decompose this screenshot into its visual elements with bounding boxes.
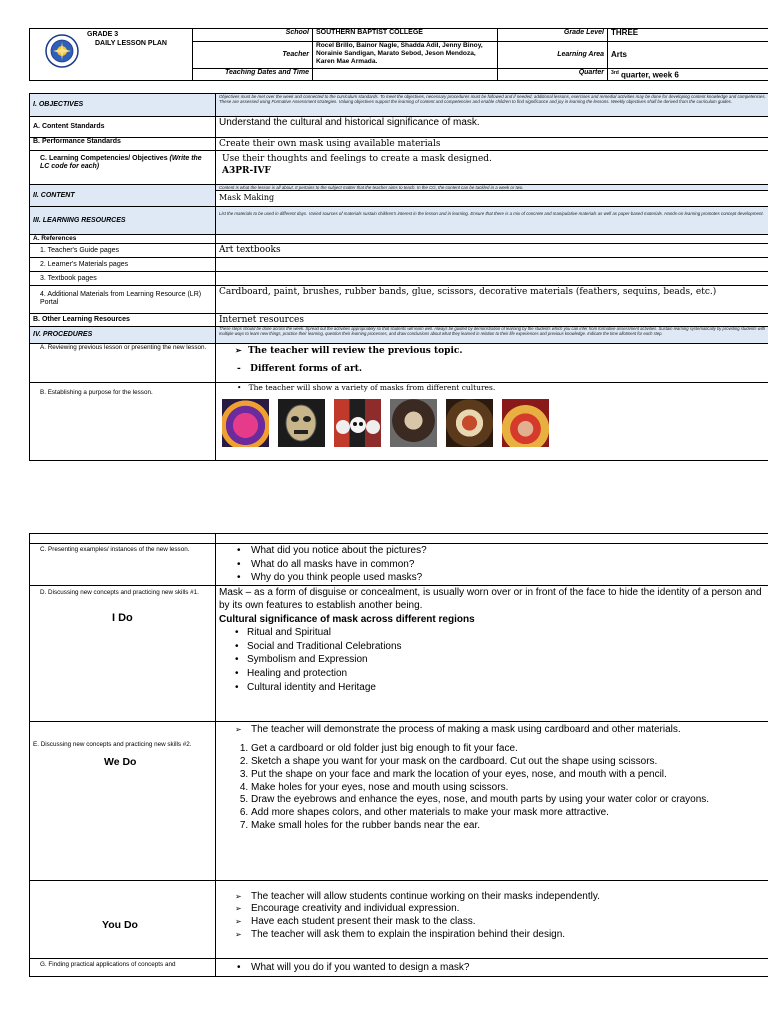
quarter-value (608, 69, 768, 81)
objectives-note: Objectives must be met over the week and connected to the curriculum standards. To meet the objectives, necessary procedures must be followed and if needed, additional lessons, exercises and remedial activities may be done for developing content knowledge and competencies. These are assessed using Formative Assessment strategies. Valuing objectives support the learning of content and competencies and enable children to find significance and joy in learning the lessons. Weekly objectives shall be derived from the curriculum guides. (216, 94, 768, 117)
proc-a-item-2 (219, 363, 766, 375)
header-logo-cell (30, 29, 193, 81)
tg-value: Art textbooks (216, 244, 768, 258)
quarter-sup: 3rd (611, 70, 619, 76)
objectives-label: I. OBJECTIVES (30, 94, 216, 117)
plan-title: DAILY LESSON PLAN (95, 40, 167, 47)
lr-label: 4. Additional Materials from Learning Resource (LR) Portal (30, 286, 216, 314)
proc-e-value (216, 721, 768, 880)
proc-d-label-cell (30, 585, 216, 721)
page-2 (29, 533, 768, 977)
mask-steps-list (219, 743, 766, 833)
list-item: 5. Draw the eyebrows and enhance the eyes, nose, and mouth parts by using your water color or crayons. (251, 794, 766, 807)
competencies-value (216, 151, 768, 185)
list-item: ➢ The teacher will allow students continue working on their masks independently. (233, 891, 766, 904)
procedures-label: IV. PROCEDURES (30, 327, 216, 344)
list-item: • Healing and protection (219, 667, 766, 681)
content-std-label: A. Content Standards (30, 117, 216, 138)
mask-image-balinese (446, 399, 493, 447)
references-value (216, 235, 768, 244)
tg-label: 1. Teacher's Guide pages (30, 244, 216, 258)
mask-image-tribal-drawing (278, 399, 325, 447)
i-do-tag: I Do (112, 611, 133, 624)
content-std-value: Understand the cultural and historical significance of mask. (216, 117, 768, 138)
lesson-table-continued (29, 533, 768, 977)
mask-image-skulls-drawing (334, 399, 381, 447)
proc-b-label: B. Establishing a purpose for the lesson. (30, 383, 216, 461)
mask-gallery (222, 399, 766, 447)
proc-c-label: C. Presenting examples/ instances of the new lesson. (30, 544, 216, 586)
dates-value (313, 69, 498, 81)
competencies-label-hint: (Write the LC code for each) (40, 155, 202, 170)
competency-text: Use their thoughts and feelings to create a mask designed. (222, 154, 492, 164)
perf-std-value: Create their own mask using available materials (216, 138, 768, 151)
list-item: 2. Sketch a shape you want for your mask on the cardboard. Cut out the shape using scissors. (251, 756, 766, 769)
page-1 (29, 28, 768, 461)
list-item: 7. Make small holes for the rubber bands near the ear. (251, 820, 766, 833)
references-label: A. References (30, 235, 216, 244)
mask-image-tribal (278, 399, 325, 447)
teacher-value: Rocel Brillo, Bainor Nagle, Shadda Adil, Jenny Binoy, Norainie Sandigan, Marato Sebod, Jeson Mendoza, Karen Mae Armada. (313, 42, 498, 69)
content-note-cell (216, 185, 768, 207)
proc-a-item-1-text: The teacher will review the previous topic. (247, 346, 463, 356)
proc-e-intro-list (219, 724, 766, 737)
dash-bullet: - (237, 364, 241, 374)
proc-g-value (216, 958, 768, 976)
blank-cell-right (216, 534, 768, 544)
competencies-label-text: C. Learning Competencies/ Objectives (40, 155, 168, 162)
you-do-tag: You Do (102, 918, 138, 931)
learning-area-label: Learning Area (498, 42, 608, 69)
cultural-heading: Cultural significance of mask across different regions (219, 613, 475, 625)
list-item: ➢ The teacher will demonstrate the process of making a mask using cardboard and other materials. (233, 724, 766, 737)
mask-image-masquerade (390, 399, 437, 447)
other-resources-value: Internet resources (216, 314, 768, 327)
lm-value (216, 258, 768, 272)
lr-value: Cardboard, paint, brushes, rubber bands, glue, scissors, decorative materials (feathers, sequins, beads, etc.) (216, 286, 768, 314)
resources-note: List the materials to be used in different days. Varied sources of materials sustain children's interest in the lesson and in learning. Ensure that there is a mix of concrete and manipulative materials as well as paper-based materials. Hands-on learning promotes concept development. (216, 207, 768, 235)
arrow-bullet-icon: ➢ (235, 345, 242, 355)
perf-std-label: B. Performance Standards (30, 138, 216, 151)
proc-d-value (216, 585, 768, 721)
grade-title: GRADE 3 (87, 31, 119, 38)
learning-area-value: Arts (608, 42, 768, 69)
list-item: 6. Add more shapes colors, and other materials to make your mask more attractive. (251, 807, 766, 820)
list-item: • What do all masks have in common? (219, 558, 766, 572)
list-item: 4. Make holes for your eyes, nose and mouth using scissors. (251, 782, 766, 795)
list-item: ➢ Have each student present their mask to the class. (233, 916, 766, 929)
lesson-table (29, 93, 768, 461)
proc-b-item: • The teacher will show a variety of masks from different cultures. (237, 383, 496, 392)
other-resources-label: B. Other Learning Resources (30, 314, 216, 327)
proc-b-item-text: The teacher will show a variety of masks from different cultures. (248, 383, 496, 392)
proc-b-value (216, 383, 768, 461)
proc-f-value (216, 880, 768, 958)
list-item: • Social and Traditional Celebrations (219, 640, 766, 654)
school-label: School (193, 29, 313, 42)
grade-level-label: Grade Level (498, 29, 608, 42)
proc-e-label-cell (30, 721, 216, 880)
procedures-note: These steps should be done across the week. Spread out the activities appropriately so that students will learn well. Always be guided by demonstration of learning by the students which you can infer from formative assessment activities. Sustain learning systematically by providing students with multiple ways to learn new things, practice their learning, question their learning processes, and draw conclusions about what they learned in relation to their life experiences and previous knowledge. Indicate the time allotment for each step. (216, 327, 768, 344)
list-item: • Ritual and Spiritual (219, 626, 766, 640)
proc-g-list (219, 961, 766, 974)
lm-label: 2. Learner's Materials pages (30, 258, 216, 272)
list-item: • Symbolism and Expression (219, 653, 766, 667)
content-label: II. CONTENT (30, 185, 216, 207)
quarter-label: Quarter (498, 69, 608, 81)
mask-image-headdress (502, 399, 549, 447)
proc-a-item-2-text: Different forms of art. (250, 364, 363, 374)
proc-c-list (219, 544, 766, 585)
proc-a-item-1 (219, 344, 766, 357)
content-value: Mask Making (219, 193, 275, 202)
blank-cell-left (30, 534, 216, 544)
proc-f-list (219, 891, 766, 942)
list-item: • Why do you think people used masks? (219, 571, 766, 585)
tb-label: 3. Textbook pages (30, 272, 216, 286)
deped-seal-icon (45, 34, 79, 68)
proc-d-label: D. Discussing new concepts and practicing new skills #1. (40, 588, 199, 596)
we-do-tag: We Do (104, 755, 137, 768)
proc-c-value (216, 544, 768, 586)
mask-image-carnival (222, 399, 269, 447)
mask-definition: Mask – as a form of disguise or concealment, is usually worn over or in front of the face to hide the identity of a person and by its own features to establish another being. (219, 586, 762, 612)
cultural-list (219, 626, 766, 694)
school-value: SOUTHERN BAPTIST COLLEGE (313, 29, 498, 42)
teacher-label: Teacher (193, 42, 313, 69)
proc-a-value (216, 344, 768, 383)
list-item: • Cultural identity and Heritage (219, 681, 766, 695)
list-item: 3. Put the shape on your face and mark the location of your eyes, nose, and mouth with a pencil. (251, 769, 766, 782)
competencies-label (30, 151, 216, 185)
mask-image-skulls (334, 399, 381, 447)
content-note: Content is what the lesson is all about. It pertains to the subject matter that the teacher aims to teach. In the CG, the content can be tackled in a week or two. (216, 185, 768, 191)
list-item: ➢ The teacher will ask them to explain the inspiration behind their design. (233, 929, 766, 942)
lc-code: A3PR-IVF (222, 166, 271, 176)
header-table (29, 28, 768, 81)
list-item: 1. Get a cardboard or old folder just big enough to fit your face. (251, 743, 766, 756)
list-item: • What did you notice about the pictures? (219, 544, 766, 558)
proc-g-label: G. Finding practical applications of concepts and (30, 958, 216, 976)
proc-e-label: E. Discussing new concepts and practicing new skills #2. (33, 740, 192, 748)
list-item: • What will you do if you wanted to design a mask? (219, 961, 766, 974)
tb-value (216, 272, 768, 286)
dates-label: Teaching Dates and Time (193, 69, 313, 81)
list-item: ➢ Encourage creativity and individual expression. (233, 903, 766, 916)
proc-a-label: A. Reviewing previous lesson or presenting the new lesson. (30, 344, 216, 383)
resources-label: III. LEARNING RESOURCES (30, 207, 216, 235)
quarter-text: quarter, week 6 (618, 70, 679, 80)
grade-level-value: THREE (608, 29, 768, 42)
proc-f-label-cell (30, 880, 216, 958)
